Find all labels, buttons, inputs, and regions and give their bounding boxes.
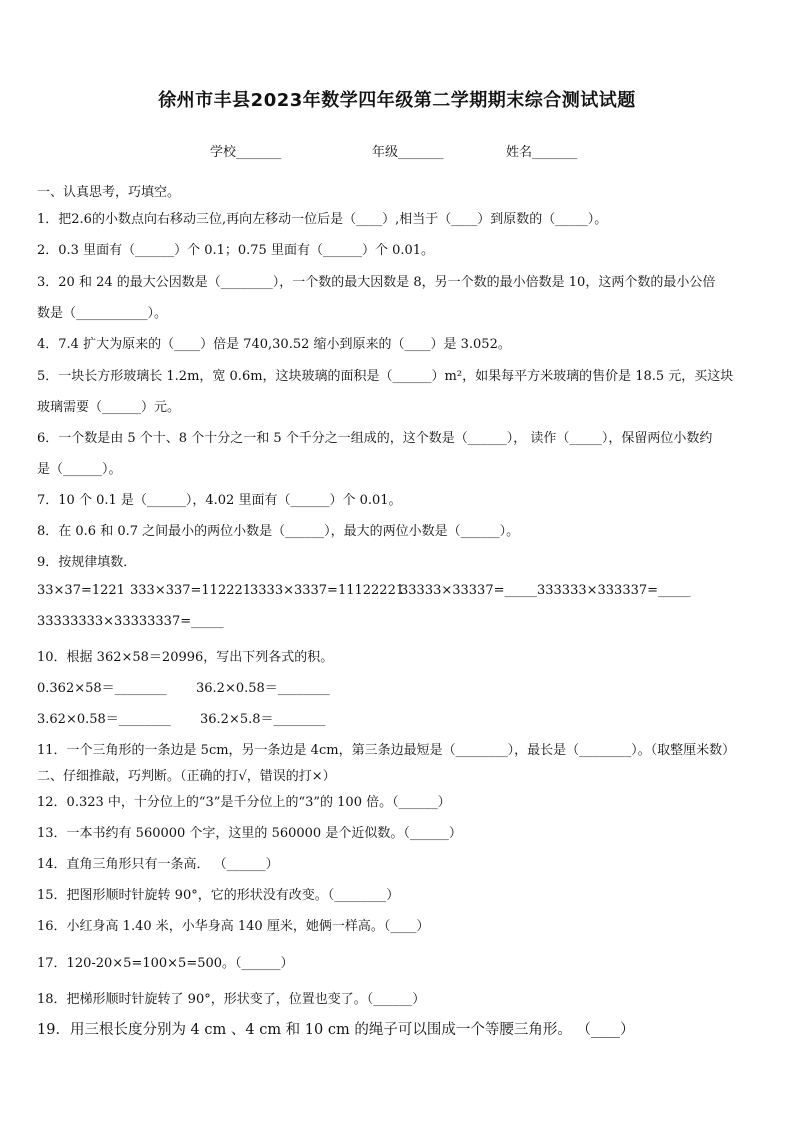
pattern-item-3: 3333×3337=11122221 [250, 583, 405, 598]
question-3-line-2: 数是（___________）。 [37, 306, 168, 321]
question-12: 12．0.323 中，十分位上的“3”是千分位上的“3”的 100 倍。（______） [37, 795, 451, 810]
question-2: 2．0.3 里面有（______）个 0.1；0.75 里面有（______）个 0.01。 [37, 243, 435, 258]
question-6-line-1: 6．一个数是由 5 个十、8 个十分之一和 5 个千分之一组成的，这个数是（______）， 读作（_____），保留两位小数约 [37, 431, 713, 446]
section-heading-1: 一、认真思考，巧填空。 [37, 185, 181, 200]
question-15: 15．把图形顺时针旋转 90°，它的形状没有改变。（________） [37, 888, 400, 903]
question-10: 10．根据 362×58＝20996，写出下列各式的积。 [37, 650, 334, 665]
question-4: 4．7.4 扩大为原来的（____）倍是 740,30.52 缩小到原来的（____）是 3.052。 [37, 337, 511, 352]
question-18: 18．把梯形顺时针旋转了 90°，形状变了，位置也变了。（______） [37, 992, 426, 1007]
product-b: 36.2×0.58＝________ [196, 681, 330, 696]
section-heading-2: 二、仔细推敲，巧判断。（正确的打√，错误的打×） [37, 769, 336, 784]
page-title: 徐州市丰县2023年数学四年级第二学期期末综合测试试题 [158, 90, 636, 111]
school-field: 学校_______ [210, 145, 282, 160]
question-11: 11．一个三角形的一条边是 5cm，另一条边是 4cm，第三条边最短是（________），最长是（________）。（取整厘米数） [37, 743, 736, 758]
question-7: 7．10 个 0.1 是（______），4.02 里面有（______）个 0.01。 [37, 493, 402, 508]
question-8: 8．在 0.6 和 0.7 之间最小的两位小数是（______），最大的两位小数是（______）。 [37, 524, 520, 539]
question-5-line-1: 5．一块长方形玻璃长 1.2m，宽 0.6m，这块玻璃的面积是（______）m²，如果每平方米玻璃的售价是 18.5 元，买这块 [37, 369, 734, 384]
pattern-item-4: 33333×33337=_____333333×333337=_____ [400, 583, 691, 598]
grade-field: 年级_______ [372, 145, 444, 160]
question-16: 16．小红身高 1.40 米，小华身高 140 厘米，她俩一样高。（____） [37, 919, 430, 934]
pattern-item-2: 333×337=112221 [130, 583, 252, 598]
question-13: 13．一本书约有 560000 个字，这里的 560000 是个近似数。（______） [37, 826, 462, 841]
question-14: 14．直角三角形只有一条高． （______） [37, 857, 279, 872]
question-9: 9．按规律填数． [37, 555, 137, 570]
question-6-line-2: 是（______）。 [37, 462, 122, 477]
question-19: 19．用三根长度分别为 4 cm 、4 cm 和 10 cm 的绳子可以围成一个等腰三角形。 （____） [37, 1022, 635, 1038]
question-5-line-2: 玻璃需要（______）元。 [37, 400, 181, 415]
product-c: 3.62×0.58＝________ [37, 712, 171, 727]
product-d: 36.2×5.8＝________ [200, 712, 326, 727]
question-17: 17．120-20×5=100×5=500。（______） [37, 956, 294, 971]
question-1: 1．把2.6的小数点向右移动三位,再向左移动一位后是（____）,相当于（____）到原数的（_____）。 [37, 212, 608, 227]
product-a: 0.362×58＝________ [37, 681, 167, 696]
pattern-item-1: 33×37=1221 [37, 583, 125, 598]
question-3-line-1: 3．20 和 24 的最大公因数是（________），一个数的最大因数是 8，另一个数的最小倍数是 10，这两个数的最小公倍 [37, 275, 716, 290]
pattern-item-5: 33333333×33333337=_____ [37, 614, 224, 629]
name-field: 姓名_______ [506, 145, 578, 160]
